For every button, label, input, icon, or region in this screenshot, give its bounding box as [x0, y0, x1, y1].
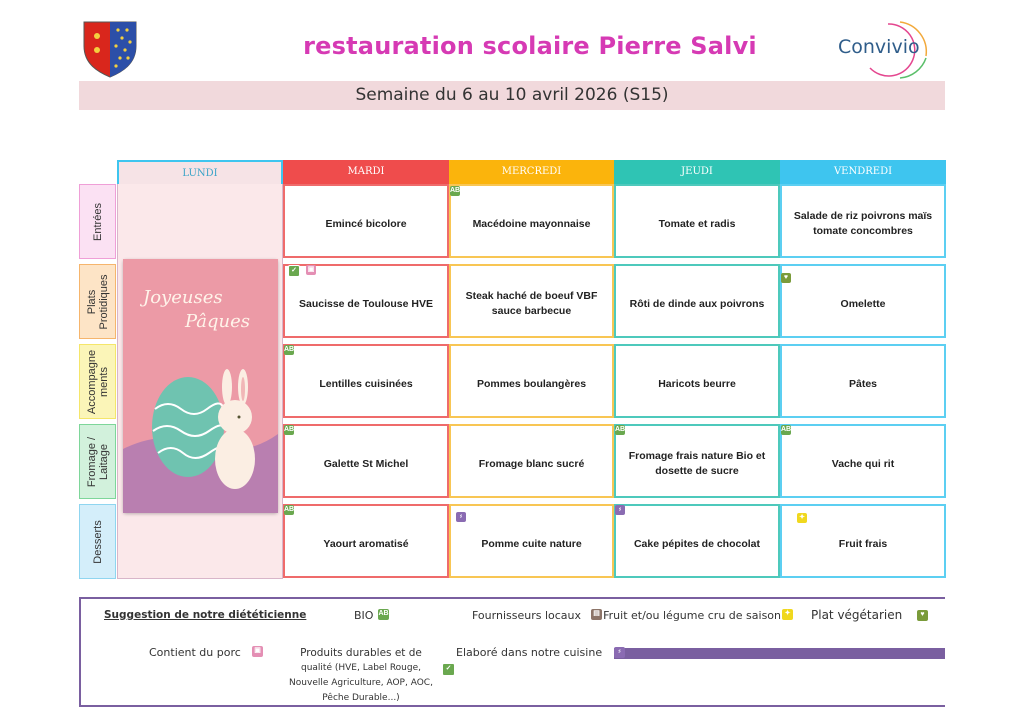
- menu-cell-vendredi-dessert: Fruit frais: [780, 504, 946, 578]
- week-banner: Semaine du 6 au 10 avril 2026 (S15): [79, 81, 945, 110]
- logo-text: Convivio: [838, 36, 920, 58]
- menu-cell-mercredi-accompagnement: Pommes boulangères: [449, 344, 614, 418]
- bio-icon: AB: [378, 609, 389, 620]
- menu-cell-jeudi-plat: Rôti de dinde aux poivrons: [614, 264, 780, 338]
- menu-cell-mardi-plat: Saucisse de Toulouse HVE: [283, 264, 449, 338]
- legend-local-label: Fournisseurs locaux: [472, 609, 582, 622]
- town-crest-logo: [82, 20, 138, 78]
- legend-bio-label: BIO: [354, 609, 374, 622]
- legend-pork-label: Contient du porc: [149, 646, 241, 659]
- menu-cell-mercredi-fromage: Fromage blanc sucré: [449, 424, 614, 498]
- check-icon: ✓: [288, 265, 300, 277]
- pig-icon: ▣: [252, 646, 263, 657]
- legend-kitchen-label: Elaboré dans notre cuisine: [456, 646, 603, 659]
- menu-cell-mercredi-plat: Steak haché de boeuf VBF sauce barbecue: [449, 264, 614, 338]
- menu-cell-vendredi-entree: Salade de riz poivrons maïs tomate concombres: [780, 184, 946, 258]
- page-title: restauration scolaire Pierre Salvi: [303, 32, 757, 60]
- menu-cell-vendredi-plat: Omelette: [780, 264, 946, 338]
- menu-cell-jeudi-accompagnement: Haricots beurre: [614, 344, 780, 418]
- easter-poster: [123, 259, 278, 513]
- menu-cell-mardi-dessert: Yaourt aromatisé: [283, 504, 449, 578]
- legend-purple-bar: [614, 648, 945, 659]
- row-header-fromage: Fromage / Laitage: [79, 424, 116, 499]
- menu-cell-jeudi-fromage: Fromage frais nature Bio et dosette de sucre: [614, 424, 780, 498]
- day-header-lundi: LUNDI: [117, 160, 283, 184]
- legend-durable-label: Produits durables et de qualité (HVE, Label Rouge, Nouvelle Agriculture, AOP, AOC, Pêche Durable...): [289, 647, 433, 703]
- day-header-mardi: MARDI: [283, 160, 449, 184]
- bio-icon: AB: [284, 506, 295, 513]
- legend-suggestion: Suggestion de notre diététicienne: [104, 609, 307, 621]
- menu-cell-mardi-fromage: Galette St Michel: [283, 424, 449, 498]
- row-header-entrees: Entrées: [79, 184, 116, 259]
- row-header-accompagnements: Accompagne ments: [79, 344, 116, 419]
- legend-vegetarian-label: Plat végétarien: [811, 608, 903, 622]
- sun-icon: ✦: [797, 513, 807, 523]
- bio-icon: AB: [284, 426, 295, 433]
- crate-icon: ▤: [591, 609, 602, 620]
- row-header-desserts: Desserts: [79, 504, 116, 579]
- whisk-icon: ⸗: [615, 505, 625, 515]
- check-icon: ✓: [442, 663, 455, 676]
- bio-icon: AB: [615, 426, 626, 433]
- menu-cell-jeudi-entree: Tomate et radis: [614, 184, 780, 258]
- whisk-icon: ⸗: [614, 647, 625, 658]
- day-header-vendredi: VENDREDI: [780, 160, 946, 184]
- row-header-plats: Plats Protidiques: [79, 264, 116, 339]
- pig-icon: ▣: [307, 266, 315, 273]
- day-header-mercredi: MERCREDI: [449, 160, 614, 184]
- poster-text-line1: Joyeuses: [143, 287, 223, 308]
- menu-cell-vendredi-fromage: Vache qui rit: [780, 424, 946, 498]
- menu-cell-mercredi-entree: Macédoine mayonnaise: [449, 184, 614, 258]
- bio-icon: AB: [781, 426, 792, 433]
- menu-cell-mardi-entree: Emincé bicolore: [283, 184, 449, 258]
- menu-cell-vendredi-accompagnement: Pâtes: [780, 344, 946, 418]
- menu-cell-jeudi-dessert: Cake pépites de chocolat: [614, 504, 780, 578]
- menu-cell-mercredi-dessert: Pomme cuite nature: [449, 504, 614, 578]
- legend-fruit-label: Fruit et/ou légume cru de saison: [603, 609, 781, 622]
- leaf-icon: ♥: [917, 610, 928, 621]
- day-header-jeudi: JEUDI: [614, 160, 780, 184]
- leaf-icon: ♥: [781, 273, 791, 283]
- menu-cell-mardi-accompagnement: Lentilles cuisinées: [283, 344, 449, 418]
- sun-icon: ✦: [782, 609, 793, 620]
- convivio-logo: [830, 16, 940, 80]
- poster-text-line2: Pâques: [185, 311, 251, 332]
- bio-icon: AB: [450, 187, 461, 194]
- whisk-icon: ⸗: [456, 512, 466, 522]
- bio-icon: AB: [284, 346, 295, 353]
